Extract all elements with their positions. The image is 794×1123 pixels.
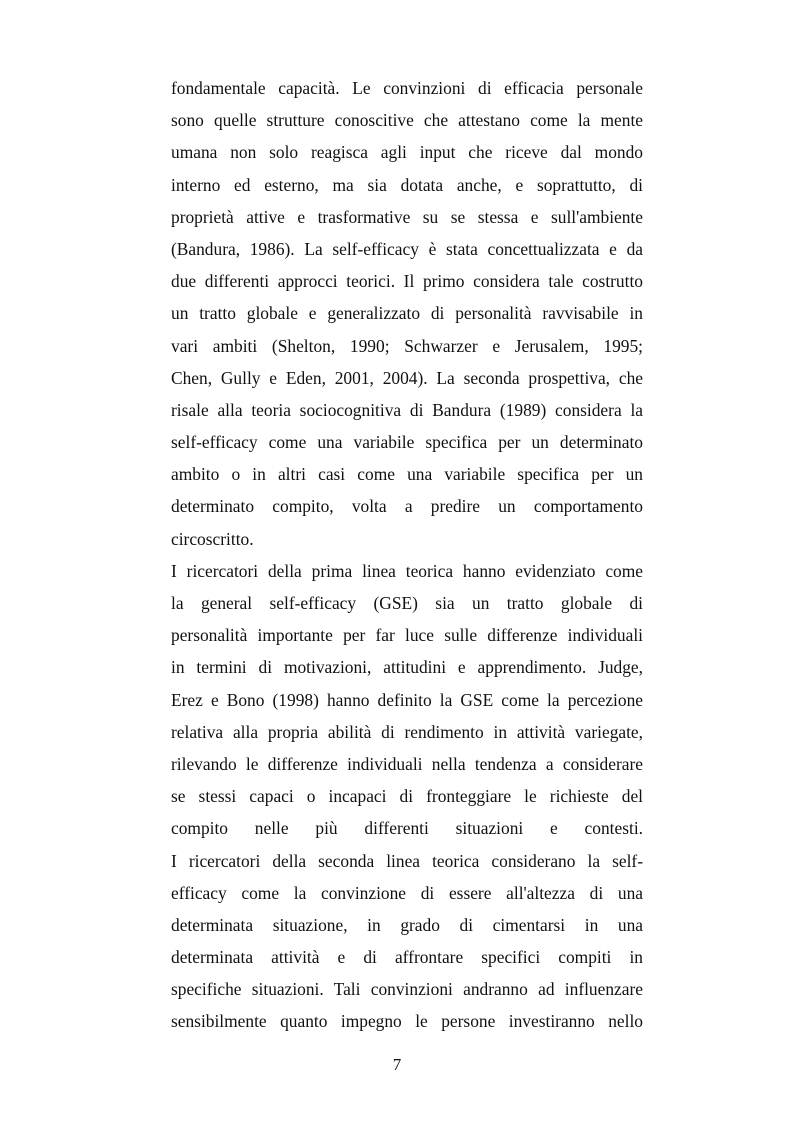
paragraph-3 bbox=[171, 845, 643, 1038]
paragraph-1 bbox=[171, 72, 643, 555]
text-line: determinato compito, volta a predire un comportamento bbox=[171, 496, 643, 517]
text-line: self-efficacy come una variabile specifica per un determinato bbox=[171, 432, 643, 453]
text-line: sono quelle strutture conoscitive che attestano come la mente bbox=[171, 110, 643, 131]
text-line: interno ed esterno, ma sia dotata anche, e soprattutto, di bbox=[171, 174, 643, 195]
text-line: relativa alla propria abilità di rendimento in attività variegate, bbox=[171, 721, 643, 742]
text-line: rilevando le differenze individuali nella tendenza a considerare bbox=[171, 753, 643, 774]
text-line: compito nelle più differenti situazioni e contesti. bbox=[171, 818, 643, 839]
text-line: determinata situazione, in grado di cimentarsi in una bbox=[171, 914, 643, 935]
text-line: Erez e Bono (1998) hanno definito la GSE come la percezione bbox=[171, 689, 643, 710]
text-line: umana non solo reagisca agli input che riceve dal mondo bbox=[171, 142, 643, 163]
page-number: 7 bbox=[392, 1055, 402, 1074]
text-line: circoscritto. bbox=[171, 528, 254, 549]
text-line: la general self-efficacy (GSE) sia un tratto globale di bbox=[171, 593, 643, 613]
text-line: se stessi capaci o incapaci di fronteggiare le richieste del bbox=[171, 786, 643, 807]
text-line: determinata attività e di affrontare specifici compiti in bbox=[171, 947, 643, 968]
text-line: I ricercatori della seconda linea teorica considerano la self- bbox=[171, 850, 643, 871]
text-line: ambito o in altri casi come una variabile specifica per un bbox=[171, 464, 643, 485]
text-line: proprietà attive e trasformative su se stessa e sull'ambiente bbox=[171, 206, 643, 227]
text-line: Chen, Gully e Eden, 2001, 2004). La seconda prospettiva, che bbox=[171, 367, 643, 388]
text-line: efficacy come la convinzione di essere all'altezza di una bbox=[171, 882, 643, 903]
text-line: (Bandura, 1986). La self-efficacy è stata concettualizzata e da bbox=[171, 238, 643, 259]
paragraph-2 bbox=[171, 555, 643, 845]
text-line: risale alla teoria sociocognitiva di Bandura (1989) considera la bbox=[171, 399, 643, 420]
text-line: un tratto globale e generalizzato di personalità ravvisabile in bbox=[171, 303, 643, 324]
page-body bbox=[171, 72, 643, 1038]
text-line: vari ambiti (Shelton, 1990; Schwarzer e Jerusalem, 1995; bbox=[171, 335, 643, 356]
text-line: due differenti approcci teorici. Il primo considera tale costrutto bbox=[171, 271, 643, 292]
text-line: fondamentale capacità. Le convinzioni di efficacia personale bbox=[171, 78, 643, 98]
text-line: in termini di motivazioni, attitudini e apprendimento. Judge, bbox=[171, 657, 643, 678]
text-line: I ricercatori della prima linea teorica hanno evidenziato come bbox=[171, 560, 643, 581]
text-line: personalità importante per far luce sulle differenze individuali bbox=[171, 625, 643, 646]
text-line: specifiche situazioni. Tali convinzioni andranno ad influenzare bbox=[171, 979, 643, 1000]
text-line: sensibilmente quanto impegno le persone investiranno nello bbox=[171, 1011, 643, 1032]
